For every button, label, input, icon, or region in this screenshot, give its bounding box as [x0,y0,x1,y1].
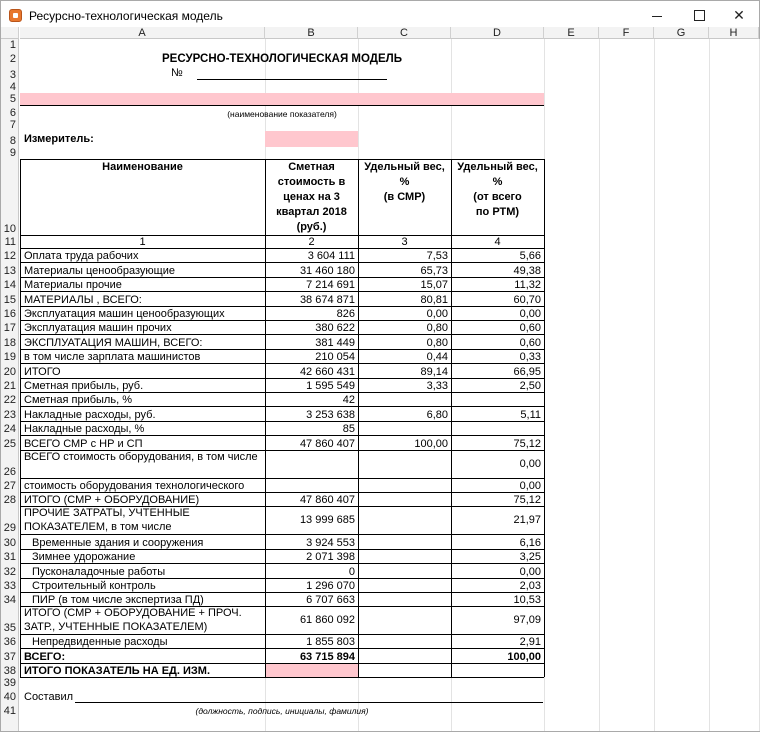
row-share-smr[interactable] [358,578,451,592]
row-cost[interactable]: 826 [336,307,355,320]
table-border [358,159,359,677]
maximize-icon [694,10,705,21]
row-share-total[interactable]: 6,16 [519,536,541,549]
table-border [20,406,544,407]
table-border [20,378,544,379]
row-cost[interactable]: 210 054 [315,351,355,364]
row-header-31[interactable]: 31 [3,551,16,564]
row-header-18[interactable]: 18 [3,336,16,349]
column-title-share-total-line: Удельный вес, [457,161,538,173]
row-header-24[interactable]: 24 [3,423,16,436]
row-cost[interactable]: 1 296 070 [306,579,355,592]
row-share-smr[interactable]: 7,53 [426,250,448,263]
row-share-total[interactable]: 0,33 [519,351,541,364]
column-number-4[interactable]: 4 [494,236,501,248]
column-header-h[interactable]: H [709,27,759,39]
row-share-total[interactable]: 100,00 [507,651,541,664]
row-header-33[interactable]: 33 [3,580,16,592]
row-header-13[interactable]: 13 [3,264,16,277]
row-name[interactable]: Временные здания и сооружения [32,536,204,549]
row-header-25[interactable]: 25 [3,437,16,450]
table-border [20,277,544,278]
row-cost[interactable]: 381 449 [315,336,355,349]
table-border [20,334,544,335]
row-share-total[interactable]: 0,00 [519,307,541,320]
row-cost[interactable]: 63 715 894 [299,651,355,664]
row-share-total[interactable]: 49,38 [513,264,541,277]
column-header-d[interactable]: D [451,27,544,39]
row-header-12[interactable]: 12 [3,250,16,263]
row-header-8[interactable]: 8 [9,135,16,147]
row-share-total[interactable]: 2,91 [519,636,541,649]
row-cost[interactable]: 2 071 398 [306,551,355,564]
row-share-smr[interactable] [358,606,451,634]
row-name[interactable]: ЭКСПЛУАТАЦИЯ МАШИН, ВСЕГО: [24,336,203,349]
row-name[interactable]: ИТОГО ПОКАЗАТЕЛЬ НА ЕД. ИЗМ. [24,665,211,678]
row-header-34[interactable]: 34 [3,594,16,607]
row-header-36[interactable]: 36 [3,636,16,649]
row-share-smr[interactable]: 100,00 [414,437,448,450]
row-share-total[interactable]: 0,00 [519,565,541,578]
minimize-icon [652,16,662,17]
column-number-3[interactable]: 3 [401,236,408,248]
row-cost[interactable]: 85 [342,423,355,436]
row-cost[interactable]: 7 214 691 [306,279,355,292]
row-share-smr[interactable] [358,592,451,606]
row-share-smr[interactable]: 0,80 [426,322,448,335]
row-cost[interactable]: 1 595 549 [306,379,355,392]
row-share-smr[interactable]: 0,80 [426,336,448,349]
row-name[interactable]: ВСЕГО стоимость оборудования, в том числе [24,450,258,463]
column-title-cost-line: Сметная [288,161,335,173]
row-share-total[interactable]: 60,70 [513,293,541,306]
row-share-smr[interactable] [358,478,451,492]
row-cost[interactable]: 42 [342,394,355,407]
table-border [20,159,21,677]
row-header-22[interactable]: 22 [3,394,16,407]
row-share-total[interactable]: 0,00 [519,479,541,492]
row-header-14[interactable]: 14 [3,279,16,292]
row-share-total[interactable]: 10,53 [513,594,541,607]
row-name[interactable]: в том числе зарплата машинистов [24,351,201,364]
row-header-7[interactable]: 7 [9,119,16,131]
row-share-total[interactable] [451,421,544,435]
table-border [451,159,452,677]
row-share-smr[interactable]: 15,07 [420,279,448,292]
row-name[interactable]: ВСЕГО СМР с НР и СП [24,437,143,450]
row-cost[interactable]: 3 604 111 [307,250,355,263]
row-header-1[interactable]: 1 [9,39,16,51]
row-share-total[interactable]: 5,11 [520,408,541,421]
row-share-total[interactable]: 0,60 [519,336,541,349]
row-share-smr[interactable] [358,534,451,548]
column-title-share-total-line: (от всего [473,191,522,203]
measure-label[interactable]: Измеритель: [24,133,94,145]
row-name[interactable]: Пусконаладочные работы [32,565,166,578]
number-underline [197,79,387,80]
row-header-21[interactable]: 21 [3,380,16,392]
row-header-23[interactable]: 23 [3,408,16,421]
row-header-9[interactable]: 9 [9,147,16,159]
row-share-smr[interactable]: 89,14 [420,365,448,378]
row-header-41[interactable]: 41 [3,705,16,718]
row-cost[interactable] [265,478,358,492]
row-share-smr[interactable]: 0,44 [426,351,448,364]
table-border [20,235,544,236]
row-name[interactable]: стоимость оборудования технологического [24,479,245,492]
close-icon: ✕ [733,8,745,24]
row-cost[interactable]: 3 924 553 [306,536,355,549]
table-border [20,450,544,451]
table-border [20,492,544,493]
table-border [20,320,544,321]
table-border [20,435,544,436]
table-border [20,291,544,292]
table-border [20,549,544,550]
table-border [20,592,544,593]
table-border [20,363,544,364]
row-name[interactable]: Оплата труда рабочих [24,250,139,263]
row-share-smr[interactable] [358,506,451,534]
window-title: Ресурсно-технологическая модель [29,9,223,23]
column-header-e[interactable]: E [544,27,599,39]
column-header-c[interactable]: C [358,27,451,39]
row-name[interactable]: Зимнее удорожание [32,551,136,564]
row-header-40[interactable]: 40 [3,691,16,704]
row-name[interactable]: Материалы прочие [24,279,122,292]
row-name[interactable]: Эксплуатация машин ценообразующих [24,307,225,320]
table-border [20,392,544,393]
row-name[interactable]: МАТЕРИАЛЫ , ВСЕГО: [24,293,142,306]
row-share-total[interactable]: 97,09 [513,614,541,627]
measure-unit-input-highlight [265,131,358,147]
row-share-total[interactable]: 11,32 [514,279,541,292]
signature-caption[interactable]: (должность, подпись, инициалы, фамилия) [195,706,369,717]
column-title-name: Наименование [102,161,183,173]
row-header-38[interactable]: 38 [3,665,16,678]
row-cost[interactable]: 47 860 407 [299,437,355,450]
row-cost[interactable]: 31 460 180 [299,264,355,277]
row-share-total[interactable]: 2,50 [519,379,541,392]
row-cost[interactable] [265,450,358,478]
row-header-15[interactable]: 15 [3,293,16,306]
row-share-smr[interactable] [358,492,451,506]
table-border [20,478,544,479]
row-cost[interactable] [265,663,358,677]
row-cost[interactable]: 380 622 [315,322,355,335]
row-name[interactable]: Материалы ценообразующие [24,264,175,277]
gridline [709,39,710,731]
row-name[interactable]: ПРОЧИЕ ЗАТРАТЫ, УЧТЕННЫЕ ПОКАЗАТЕЛЕМ, в том числе [24,507,190,534]
row-header-16[interactable]: 16 [3,308,16,320]
row-share-smr[interactable]: 3,33 [426,379,448,392]
row-header-28[interactable]: 28 [3,494,16,507]
indicator-caption[interactable]: (наименование показателя) [227,109,337,119]
row-header-4[interactable]: 4 [9,81,16,93]
row-share-smr[interactable]: 6,80 [426,408,448,421]
row-share-total[interactable]: 75,12 [513,437,541,450]
row-share-total[interactable]: 0,00 [519,457,541,470]
column-title-cost-line: квартал 2018 [276,206,347,218]
row-header-2[interactable]: 2 [9,53,16,65]
row-cost[interactable]: 13 999 685 [299,514,355,527]
row-share-total[interactable]: 21,97 [513,514,541,527]
row-name[interactable]: ИТОГО (СМР + ОБОРУДОВАНИЕ) [24,494,200,507]
table-border [20,421,544,422]
row-name[interactable]: Непредвиденные расходы [32,636,168,649]
row-name[interactable]: ПИР (в том числе экспертиза ПД) [32,594,204,607]
row-share-total[interactable]: 0,60 [519,322,541,335]
column-header-f[interactable]: F [599,27,654,39]
row-cost[interactable]: 0 [348,565,355,578]
row-header-27[interactable]: 27 [3,480,16,492]
column-header-b[interactable]: B [265,27,358,39]
row-cost[interactable]: 6 707 663 [306,594,355,607]
table-border [20,606,544,607]
row-header-30[interactable]: 30 [3,536,16,549]
row-share-total[interactable] [451,663,544,677]
column-title-share-smr-line: (в СМР) [383,191,426,203]
row-header-26[interactable]: 26 [3,465,16,478]
row-name[interactable]: ИТОГО (СМР + ОБОРУДОВАНИЕ + ПРОЧ. ЗАТР., УЧТЕННЫЕ ПОКАЗАТЕЛЕМ) [24,607,242,634]
column-header-g[interactable]: G [654,27,709,39]
row-name[interactable]: ВСЕГО: [24,651,66,664]
row-header-3[interactable]: 3 [9,69,16,81]
table-border [20,578,544,579]
number-label[interactable]: № [171,67,183,79]
row-share-smr[interactable] [358,392,451,406]
row-cost[interactable]: 47 860 407 [299,494,355,507]
column-title-share-smr-line: Удельный вес, [364,161,445,173]
gridline [654,39,655,731]
row-name[interactable]: Накладные расходы, % [24,423,145,436]
row-cost[interactable]: 38 674 871 [299,293,355,306]
row-share-smr[interactable] [358,421,451,435]
column-title-share-smr-line: % [399,176,410,188]
row-share-smr[interactable] [358,549,451,563]
table-border [20,563,544,564]
row-header-20[interactable]: 20 [3,365,16,378]
table-border [20,634,544,635]
row-share-smr[interactable]: 80,81 [420,293,448,306]
row-header-32[interactable]: 32 [3,565,16,578]
table-border [20,506,544,507]
column-title-cost-line: стоимость в [277,176,346,188]
row-name[interactable]: Строительный контроль [32,579,156,592]
column-title-cost-line: (руб.) [296,221,327,233]
row-header-6[interactable]: 6 [9,107,16,119]
row-share-total[interactable]: 5,66 [519,250,541,263]
row-name[interactable]: Сметная прибыль, % [24,394,132,407]
row-name[interactable]: Накладные расходы, руб. [24,408,156,421]
table-border [20,648,544,649]
spreadsheet-app-icon [9,9,22,22]
model-title[interactable]: РЕСУРСНО-ТЕХНОЛОГИЧЕСКАЯ МОДЕЛЬ [162,53,402,65]
table-border [20,534,544,535]
table-border [20,349,544,350]
select-all-corner[interactable] [1,27,19,39]
row-share-total[interactable]: 66,95 [513,365,541,378]
row-share-smr[interactable] [358,563,451,577]
row-header-29[interactable]: 29 [3,522,16,535]
table-border [20,306,544,307]
table-border [544,159,545,677]
row-header-11[interactable]: 11 [4,236,16,248]
row-share-smr[interactable]: 65,73 [420,264,448,277]
column-number-2[interactable]: 2 [308,236,315,248]
row-cost[interactable]: 3 253 638 [306,408,355,421]
row-header-37[interactable]: 37 [3,651,16,664]
row-share-total[interactable] [451,392,544,406]
row-name[interactable]: Эксплуатация машин прочих [24,322,172,335]
table-border [265,159,266,677]
gridline [599,39,600,731]
row-share-smr[interactable]: 0,00 [426,307,448,320]
row-header-35[interactable]: 35 [3,622,16,635]
column-title-share-total-line: по РТМ) [475,206,520,218]
row-share-smr[interactable] [358,648,451,663]
row-header-39[interactable]: 39 [3,677,16,690]
column-number-1[interactable]: 1 [139,236,146,248]
row-header-5[interactable]: 5 [9,93,16,105]
row-share-total[interactable]: 2,03 [519,579,541,592]
column-header-a[interactable]: A [20,27,265,39]
indicator-name-input-highlight [20,93,544,105]
row-share-total[interactable]: 75,12 [513,494,541,507]
column-title-cost-line: ценах на 3 [283,191,340,203]
row-header-19[interactable]: 19 [3,351,16,364]
row-share-total[interactable]: 3,25 [519,551,541,564]
table-border [20,248,544,249]
row-share-smr[interactable] [358,663,451,677]
column-title-share-total-line: % [492,176,503,188]
row-name[interactable]: Сметная прибыль, руб. [24,379,144,392]
row-share-smr[interactable] [358,634,451,648]
table-border [20,677,544,678]
row-name[interactable]: ИТОГО [24,365,61,378]
row-header-17[interactable]: 17 [3,322,16,335]
row-header-10[interactable]: 10 [3,223,16,235]
row-cost[interactable]: 42 660 431 [299,365,355,378]
table-border [20,663,544,664]
compiled-by-label[interactable]: Составил [24,691,74,704]
row-share-smr[interactable] [358,450,451,478]
table-border [20,262,544,263]
table-border [20,159,544,160]
row-cost[interactable]: 61 860 092 [299,614,355,627]
row-cost[interactable]: 1 855 803 [306,636,355,649]
